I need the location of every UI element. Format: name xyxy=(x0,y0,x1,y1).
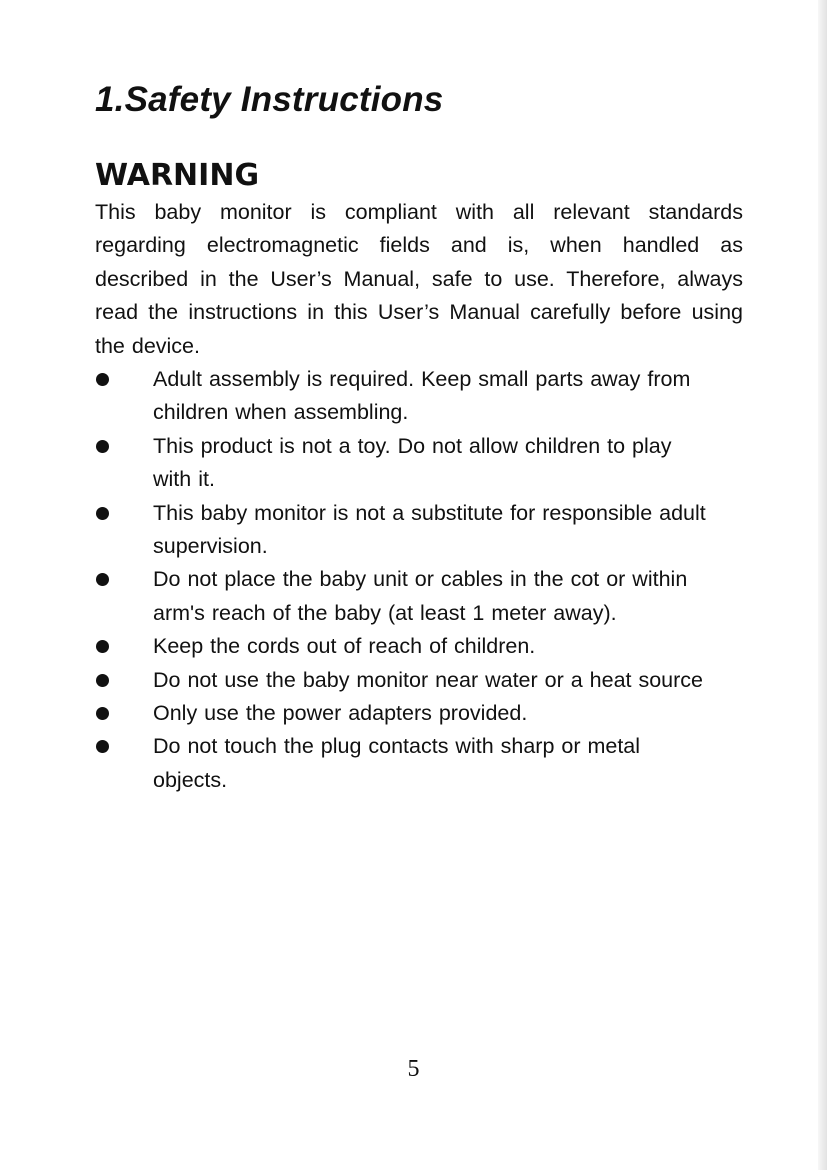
safety-bullet-text: Do not place the baby unit or cables in the cot or within arm's reach of the baby (at least 1 meter away). xyxy=(153,567,688,625)
bullet-dot-icon xyxy=(96,573,109,586)
safety-bullet-text: Do not touch the plug contacts with sharp or metal objects. xyxy=(153,734,641,792)
safety-bullet-item xyxy=(95,497,715,564)
safety-bullet-text: Keep the cords out of reach of children. xyxy=(153,634,536,659)
page-number: 5 xyxy=(407,1056,420,1082)
safety-bullet-item xyxy=(95,730,715,797)
safety-bullet-text: Adult assembly is required. Keep small parts away from children when assembling. xyxy=(153,367,691,425)
bullet-dot-icon xyxy=(96,640,109,653)
page-title: 1.Safety Instructions xyxy=(95,80,444,119)
safety-bullet-text: Do not use the baby monitor near water or a heat source xyxy=(153,667,704,692)
warning-intro-paragraph: This baby monitor is compliant with all relevant standards regarding electromagnetic fields and is, when handled as described in the User’s Manual, safe to use. Therefore, always read the instructions in this User’s Manual carefully before using the device. xyxy=(95,200,743,358)
bullet-dot-icon xyxy=(96,373,109,386)
safety-bullet-text: Only use the power adapters provided. xyxy=(153,701,528,726)
safety-bullet-item xyxy=(95,630,715,663)
bullet-dot-icon xyxy=(96,507,109,520)
safety-bullet-text: This product is not a toy. Do not allow children to play with it. xyxy=(153,433,672,492)
page-edge-shadow xyxy=(818,0,827,1170)
bullet-dot-icon xyxy=(96,707,109,720)
bullet-dot-icon xyxy=(96,740,109,753)
safety-bullet-item xyxy=(95,664,715,697)
safety-bullet-item xyxy=(95,430,715,497)
bullet-dot-icon xyxy=(96,440,109,453)
safety-bullet-item xyxy=(95,563,715,630)
bullet-dot-icon xyxy=(96,674,109,687)
safety-bullet-item xyxy=(95,363,715,430)
safety-bullet-item xyxy=(95,697,715,730)
safety-bullet-text: This baby monitor is not a substitute for responsible adult supervision. xyxy=(153,500,706,559)
safety-bullet-list xyxy=(95,363,715,797)
warning-heading: WARNING xyxy=(95,158,260,193)
